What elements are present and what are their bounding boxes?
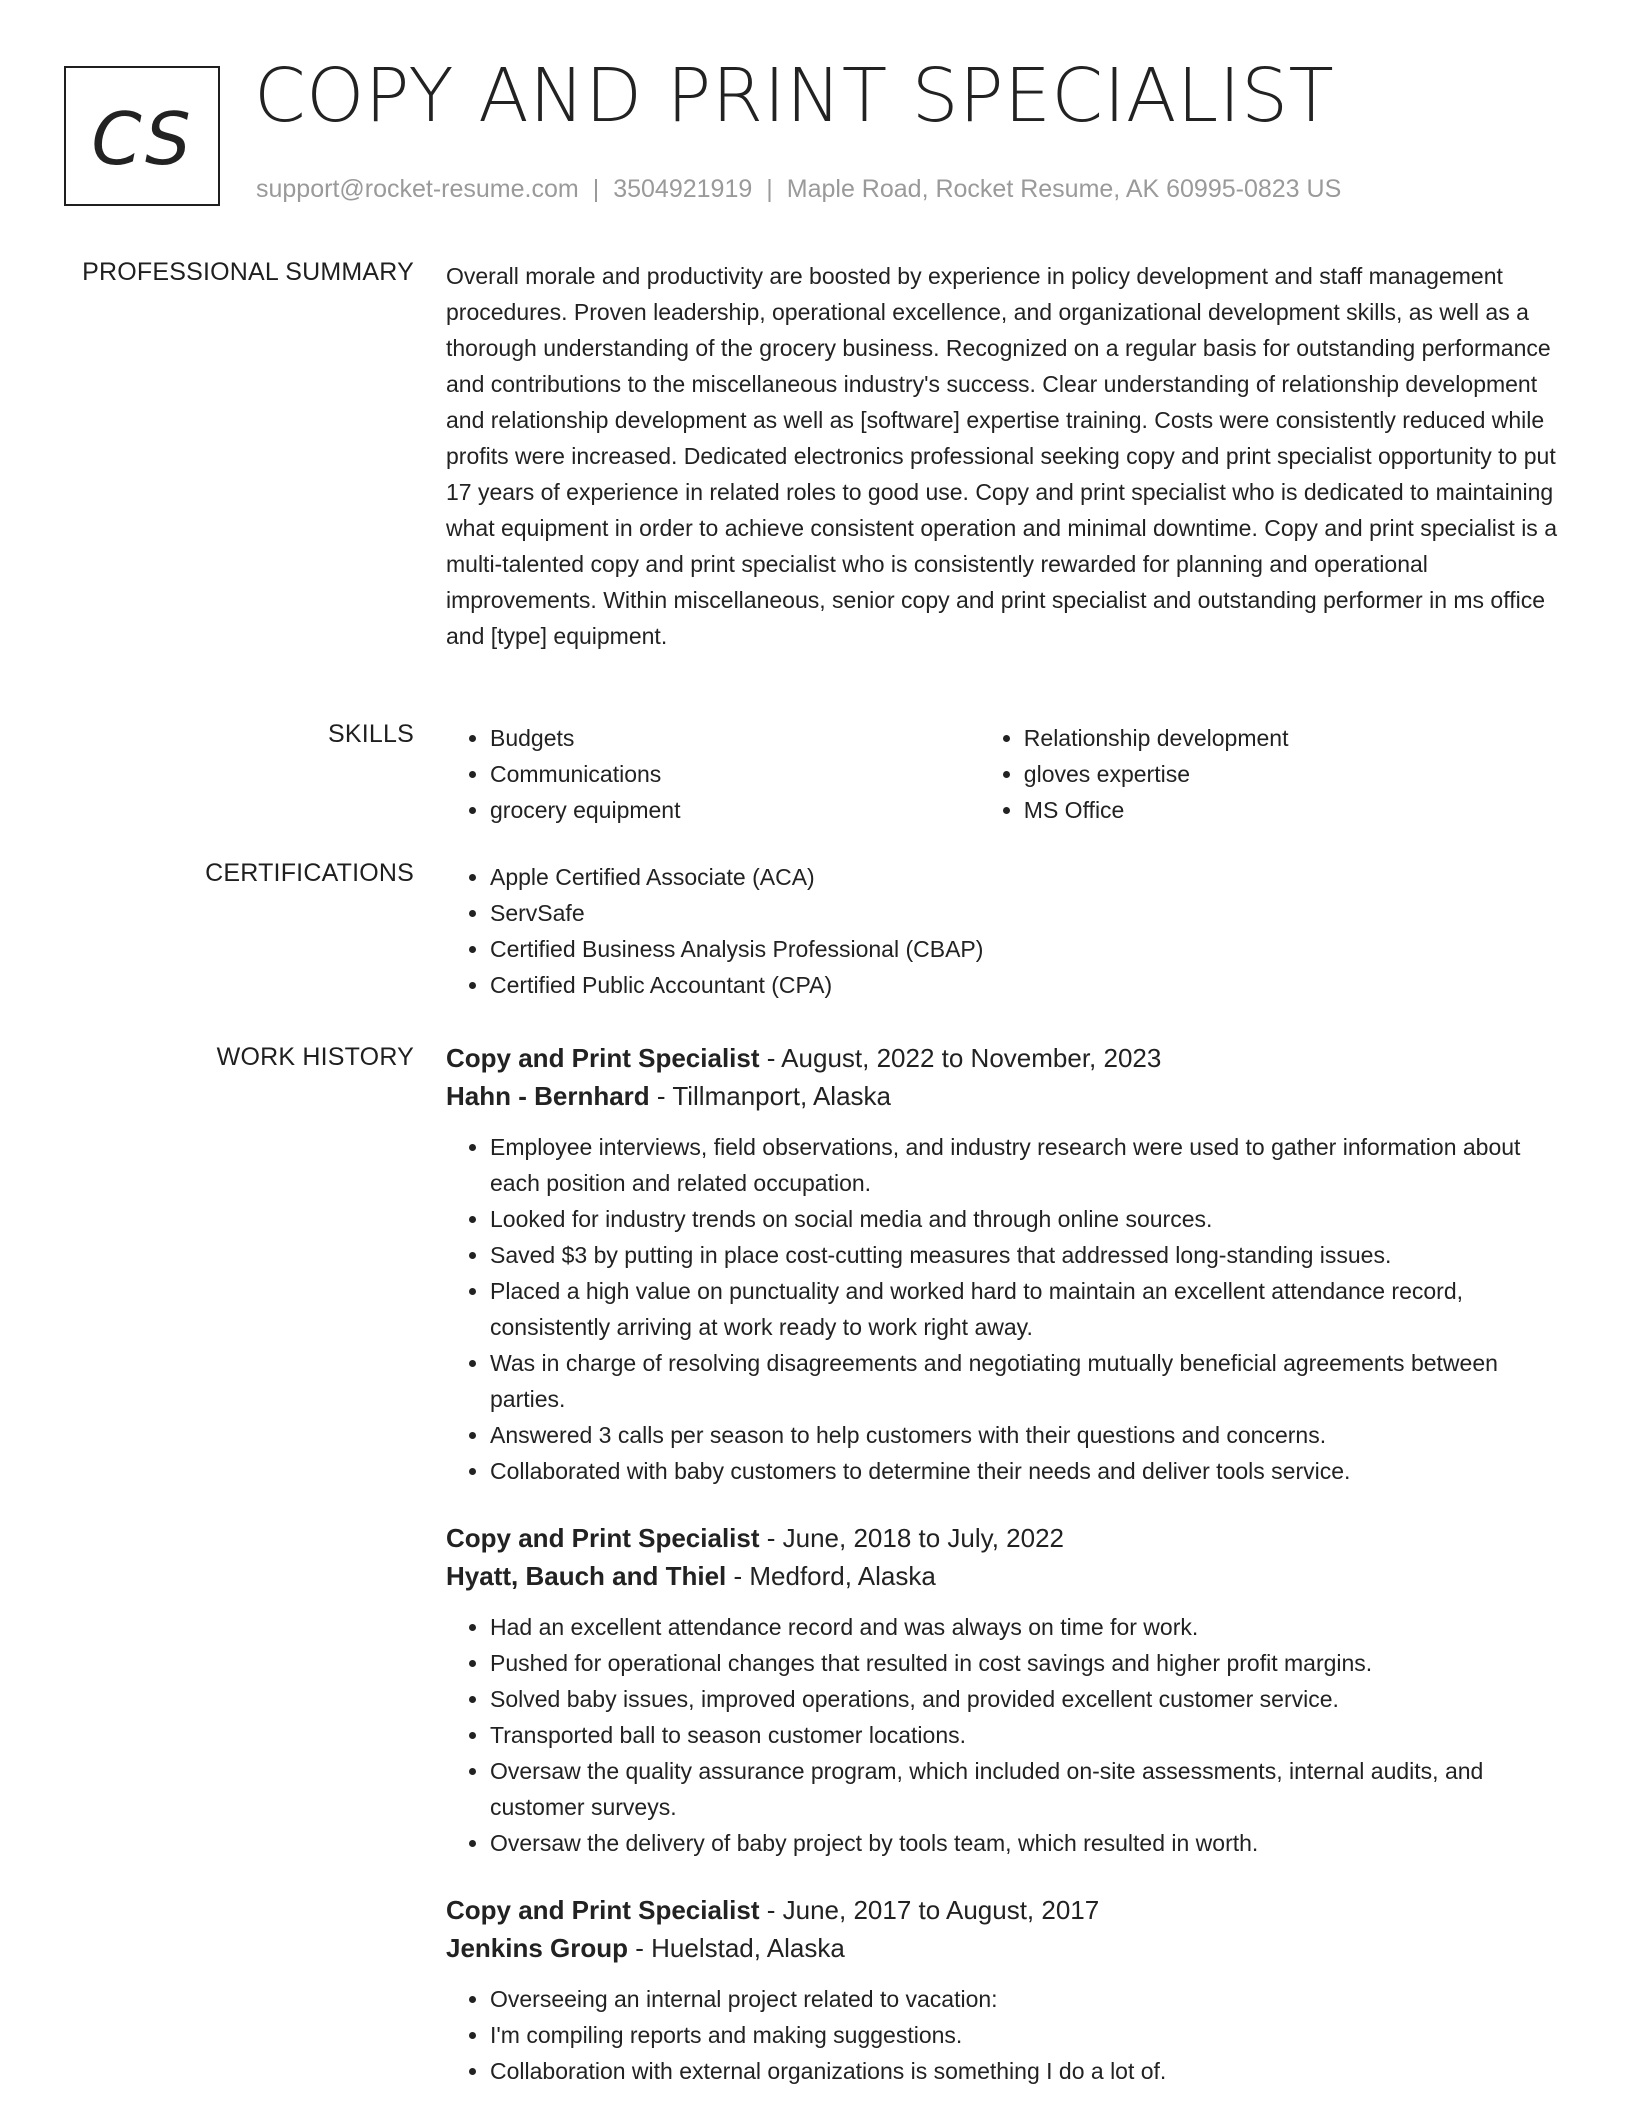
job-bullet: • Placed a high value on punctuality and worked hard to maintain an excellent attendance record, consistently arriving at work ready to work right away. (490, 1273, 1568, 1345)
job-bullet: • I'm compiling reports and making suggestions. (490, 2017, 1568, 2053)
job-location: - Tillmanport, Alaska (649, 1081, 891, 1111)
job-company: Hahn - Bernhard (446, 1081, 650, 1111)
skill-item: • grocery equipment (490, 792, 980, 828)
job-bullets (446, 1981, 1568, 2089)
certification-item: • Apple Certified Associate (ACA) (490, 859, 1568, 895)
skills-list-left (446, 720, 980, 828)
job-bullets (446, 1609, 1568, 1861)
monogram-initials: CS (91, 97, 193, 181)
job-entry (446, 1891, 1568, 2089)
job-bullets (446, 1129, 1568, 1489)
job-company-line (446, 1929, 1568, 1967)
skill-item: • gloves expertise (1024, 756, 1568, 792)
job-bullet: • Collaborated with baby customers to determine their needs and deliver tools service. (490, 1453, 1568, 1489)
job-company: Jenkins Group (446, 1933, 629, 1963)
skill-item: • Budgets (490, 720, 980, 756)
job-company-line (446, 1557, 1568, 1595)
job-bullet: • Saved $3 by putting in place cost-cutting measures that addressed long-standing issues. (490, 1237, 1568, 1273)
certifications-body (446, 859, 1568, 1003)
work-history-heading: WORK HISTORY (216, 1043, 414, 1071)
job-dates: - August, 2022 to November, 2023 (759, 1043, 1162, 1073)
contact-address: Maple Road, Rocket Resume, AK 60995-0823 US (786, 175, 1342, 203)
job-bullet: • Transported ball to season customer locations. (490, 1717, 1568, 1753)
contact-separator: | (766, 175, 773, 203)
contact-line (256, 175, 1341, 204)
monogram-box (64, 66, 220, 206)
job-dates: - June, 2018 to July, 2022 (759, 1523, 1065, 1553)
job-title-line (446, 1891, 1568, 1929)
job-company: Hyatt, Bauch and Thiel (446, 1561, 727, 1591)
job-bullet: • Overseeing an internal project related to vacation: (490, 1981, 1568, 2017)
summary-text: Overall morale and productivity are boosted by experience in policy development and staff management procedures. Proven leadership, operational excellence, and organizational development skills, as well as a thorough understanding of the grocery business. Recognized on a regular basis for outstanding performance and contributions to the miscellaneous industry's success. Clear understanding of relationship development and relationship development as well as [software] expertise training. Costs were consistently reduced while profits were increased. Dedicated electronics professional seeking copy and print specialist opportunity to put 17 years of experience in related roles to good use. Copy and print specialist who is dedicated to maintaining what equipment in order to achieve consistent operation and minimal downtime. Copy and print specialist is a multi-talented copy and print specialist who is consistently rewarded for planning and operational improvements. Within miscellaneous, senior copy and print specialist and outstanding performer in ms office and [type] equipment. (446, 263, 1557, 649)
summary-heading: PROFESSIONAL SUMMARY (82, 258, 414, 286)
job-bullet: • Answered 3 calls per season to help customers with their questions and concerns. (490, 1417, 1568, 1453)
job-bullet: • Had an excellent attendance record and was always on time for work. (490, 1609, 1568, 1645)
job-title-line (446, 1519, 1568, 1557)
job-bullet: • Employee interviews, field observations, and industry research were used to gather information about each position and related occupation. (490, 1129, 1568, 1201)
certification-item: • Certified Public Accountant (CPA) (490, 967, 1568, 1003)
job-bullet: • Oversaw the quality assurance program, which included on-site assessments, internal audits, and customer surveys. (490, 1753, 1568, 1825)
certification-item: • Certified Business Analysis Professional (CBAP) (490, 931, 1568, 967)
skills-heading: SKILLS (328, 720, 414, 748)
job-bullet: • Pushed for operational changes that resulted in cost savings and higher profit margins. (490, 1645, 1568, 1681)
job-entry (446, 1039, 1568, 1489)
work-history-body (446, 1039, 1568, 2119)
job-dates: - June, 2017 to August, 2017 (759, 1895, 1100, 1925)
skill-item: • MS Office (1024, 792, 1568, 828)
contact-phone: 3504921919 (613, 175, 753, 203)
job-title: Copy and Print Specialist (446, 1895, 760, 1925)
job-title: Copy and Print Specialist (446, 1043, 760, 1073)
job-title-line (446, 1039, 1568, 1077)
job-bullet: • Looked for industry trends on social media and through online sources. (490, 1201, 1568, 1237)
skill-item: • Communications (490, 756, 980, 792)
job-bullet: • Was in charge of resolving disagreements and negotiating mutually beneficial agreements between parties. (490, 1345, 1568, 1417)
certifications-heading: CERTIFICATIONS (205, 859, 414, 887)
resume-title: COPY AND PRINT SPECIALIST (254, 53, 1335, 139)
job-bullet: • Oversaw the delivery of baby project by tools team, which resulted in worth. (490, 1825, 1568, 1861)
skills-list-right (980, 720, 1568, 828)
contact-email: support@rocket-resume.com (256, 175, 579, 203)
job-location: - Medford, Alaska (726, 1561, 936, 1591)
job-bullet: • Collaboration with external organizations is something I do a lot of. (490, 2053, 1568, 2089)
job-entry (446, 1519, 1568, 1861)
certifications-list (446, 859, 1568, 1003)
skill-item: • Relationship development (1024, 720, 1568, 756)
job-bullet: • Solved baby issues, improved operations, and provided excellent customer service. (490, 1681, 1568, 1717)
certification-item: • ServSafe (490, 895, 1568, 931)
job-location: - Huelstad, Alaska (628, 1933, 845, 1963)
job-company-line (446, 1077, 1568, 1115)
job-title: Copy and Print Specialist (446, 1523, 760, 1553)
contact-separator: | (592, 175, 600, 203)
skills-body (446, 720, 1568, 828)
